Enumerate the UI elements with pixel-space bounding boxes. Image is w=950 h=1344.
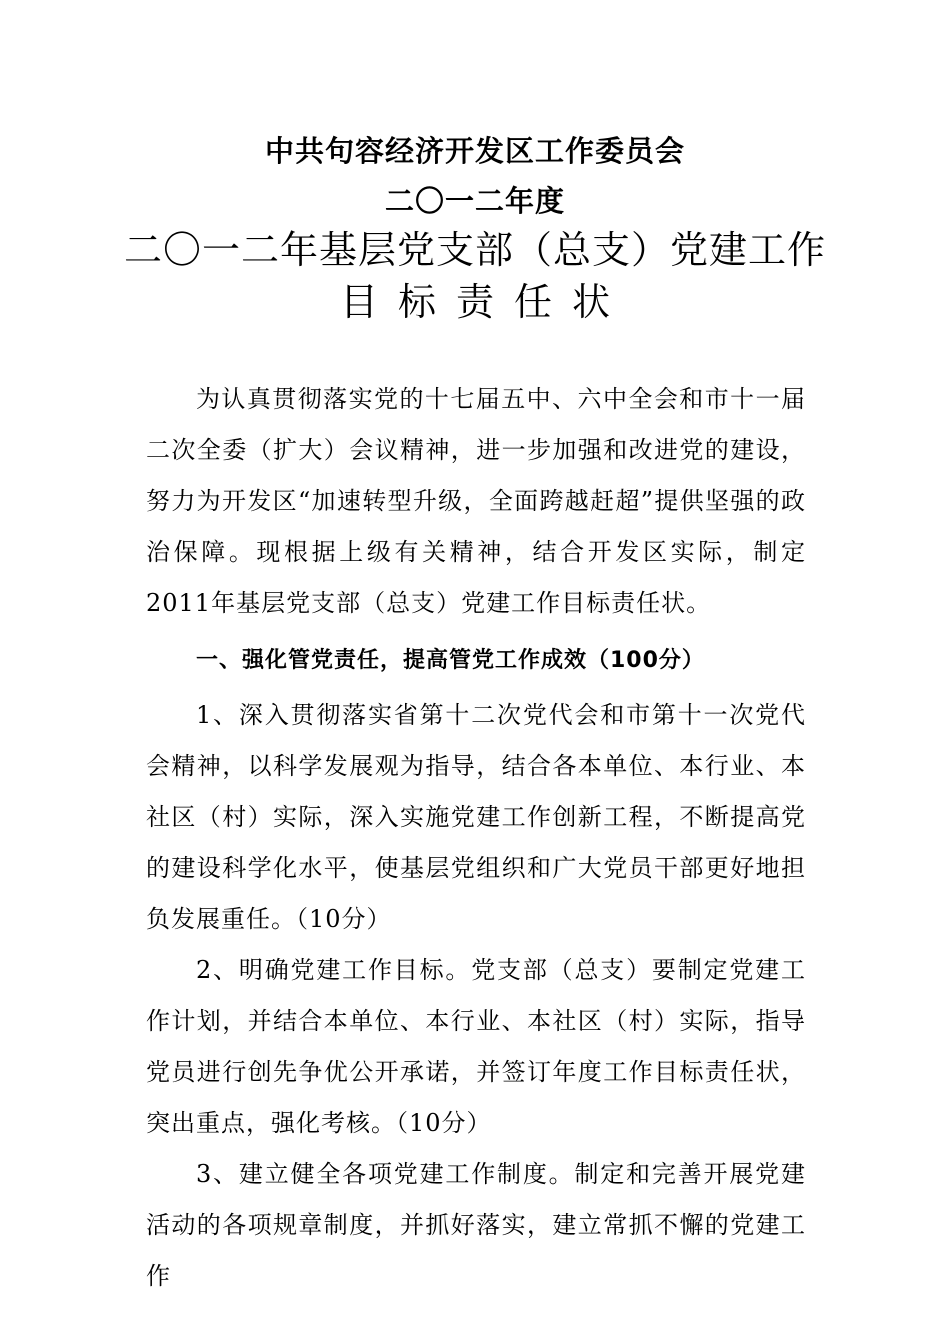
document-title-line2: 目标责任状 <box>339 280 630 324</box>
item-paragraph-3: 3、建立健全各项党建工作制度。制定和完善开展党建活动的各项规章制度，并抓好落实，建立常抓不懈的党建工作 <box>146 1160 806 1290</box>
document-body <box>146 374 806 1302</box>
document-year: 二〇一二年度 <box>384 184 565 218</box>
section-heading-1: 一、强化管党责任，提高管党工作成效（100分） <box>196 648 705 673</box>
document-title-line1: 二〇一二年基层党支部（总支）党建工作 <box>123 228 826 272</box>
item-paragraph-1: 1、深入贯彻落实省第十二次党代会和市第十一次党代会精神，以科学发展观为指导，结合各本单位、本行业、本社区（村）实际，深入实施党建工作创新工程，不断提高党的建设科学化水平，使基层党组织和广大党员干部更好地担负发展重任。（10分） <box>146 701 806 933</box>
organization-name: 中共句容经济开发区工作委员会 <box>264 134 685 168</box>
intro-paragraph: 为认真贯彻落实党的十七届五中、六中全会和市十一届二次全委（扩大）会议精神，进一步加强和改进党的建设，努力为开发区“加速转型升级，全面跨越赶超”提供坚强的政治保障。现根据上级有关精神，结合开发区实际，制定2011年基层党支部（总支）党建工作目标责任状。 <box>146 385 806 617</box>
item-paragraph-2: 2、明确党建工作目标。党支部（总支）要制定党建工作计划，并结合本单位、本行业、本社区（村）实际，指导党员进行创先争优公开承诺，并签订年度工作目标责任状，突出重点，强化考核。（10分） <box>146 956 806 1137</box>
